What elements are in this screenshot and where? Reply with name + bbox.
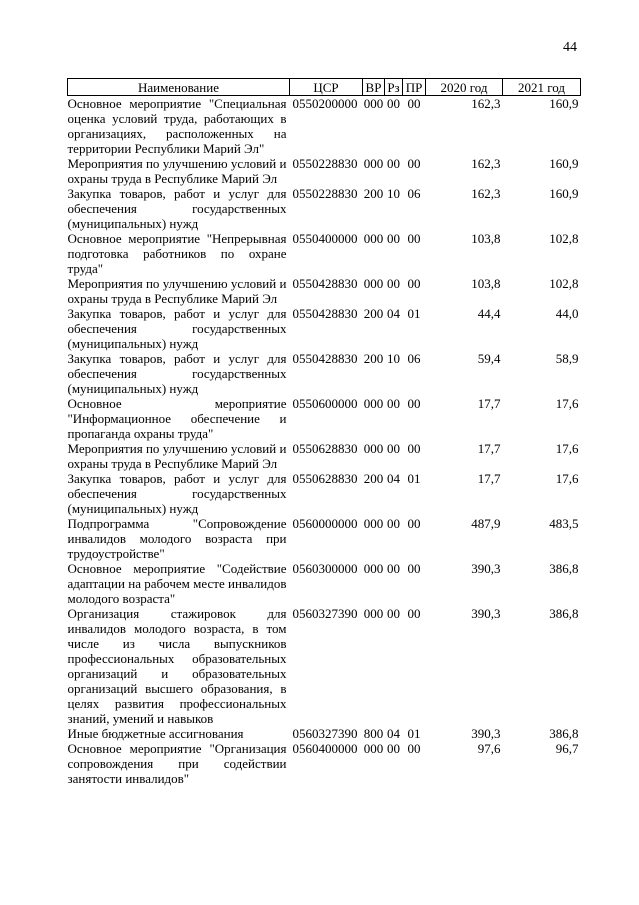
row-rz: 00 — [387, 606, 400, 621]
table-row — [68, 471, 581, 516]
row-rz: 00 — [387, 396, 400, 411]
header-name: Наименование — [68, 79, 290, 96]
table-body — [68, 96, 581, 787]
row-amount-2021: 386,8 — [549, 561, 579, 576]
row-amount-2021: 58,9 — [555, 351, 579, 366]
row-csr: 0550400000 — [292, 231, 358, 246]
row-pr: 06 — [407, 351, 421, 366]
row-amount-2020: 390,3 — [471, 606, 501, 621]
row-rz: 00 — [387, 276, 400, 291]
row-amount-2020: 17,7 — [477, 396, 501, 411]
row-pr: 00 — [407, 96, 421, 111]
row-amount-2021: 160,9 — [549, 156, 579, 171]
table-row — [68, 276, 581, 306]
row-vr: 000 — [363, 606, 384, 621]
row-name: Основное мероприятие "Информационное обеспечение и пропаганда охраны труда" — [67, 396, 287, 441]
row-vr: 000 — [363, 516, 384, 531]
row-rz: 00 — [387, 231, 400, 246]
row-amount-2020: 17,7 — [477, 471, 501, 486]
row-vr: 800 — [363, 726, 384, 741]
row-amount-2021: 17,6 — [555, 441, 579, 456]
row-amount-2020: 103,8 — [471, 231, 501, 246]
row-rz: 00 — [387, 156, 400, 171]
table-row — [68, 441, 581, 471]
table-row — [68, 96, 581, 157]
row-name: Мероприятия по улучшению условий и охраны труда в Республике Марий Эл — [67, 156, 287, 186]
table-row — [68, 396, 581, 441]
row-vr: 200 — [363, 471, 384, 486]
row-csr: 0550228830 — [292, 186, 358, 201]
row-rz: 00 — [387, 561, 400, 576]
header-2021: 2021 год — [503, 79, 581, 96]
row-amount-2020: 44,4 — [477, 306, 501, 321]
row-amount-2021: 96,7 — [555, 741, 579, 756]
row-pr: 00 — [407, 231, 421, 246]
row-amount-2020: 103,8 — [471, 276, 501, 291]
row-pr: 00 — [407, 516, 421, 531]
row-vr: 000 — [363, 741, 384, 756]
row-rz: 00 — [387, 741, 400, 756]
row-vr: 000 — [363, 156, 384, 171]
row-csr: 0560327390 — [292, 726, 358, 741]
row-pr: 00 — [407, 156, 421, 171]
row-csr: 0550200000 — [292, 96, 358, 111]
row-name: Закупка товаров, работ и услуг для обеспечения государственных (муниципальных) нужд — [67, 186, 287, 231]
header-pr: ПР — [403, 79, 426, 96]
row-amount-2020: 162,3 — [471, 156, 501, 171]
row-pr: 01 — [407, 306, 421, 321]
row-csr: 0550628830 — [292, 471, 358, 486]
row-amount-2021: 386,8 — [549, 606, 579, 621]
row-amount-2021: 17,6 — [555, 396, 579, 411]
row-amount-2020: 390,3 — [471, 561, 501, 576]
header-csr: ЦСР — [290, 79, 363, 96]
row-rz: 00 — [387, 516, 400, 531]
row-csr: 0560000000 — [292, 516, 358, 531]
row-amount-2020: 59,4 — [477, 351, 501, 366]
row-name: Основное мероприятие "Специальная оценка условий труда, работающих в организациях, расположенных на территории Республики Марий Эл" — [67, 96, 287, 156]
table-row — [68, 351, 581, 396]
table-row — [68, 516, 581, 561]
row-vr: 200 — [363, 306, 384, 321]
row-pr: 00 — [407, 561, 421, 576]
row-name: Иные бюджетные ассигнования — [67, 726, 244, 741]
header-rz: Рз — [385, 79, 403, 96]
row-csr: 0560327390 — [292, 606, 358, 621]
row-vr: 000 — [363, 561, 384, 576]
row-amount-2021: 386,8 — [549, 726, 579, 741]
row-name: Основное мероприятие "Организация сопровождения при содействии занятости инвалидов" — [67, 741, 287, 786]
row-rz: 00 — [387, 441, 400, 456]
row-name: Подпрограмма "Сопровождение инвалидов молодого возраста при трудоустройстве" — [67, 516, 287, 561]
row-amount-2020: 97,6 — [477, 741, 501, 756]
row-pr: 00 — [407, 441, 421, 456]
row-name: Основное мероприятие "Непрерывная подготовка работников по охране труда" — [67, 231, 287, 276]
header-vr: ВР — [363, 79, 385, 96]
row-pr: 00 — [407, 396, 421, 411]
row-amount-2020: 487,9 — [471, 516, 501, 531]
row-amount-2021: 160,9 — [549, 96, 579, 111]
row-amount-2020: 162,3 — [471, 186, 501, 201]
row-rz: 00 — [387, 96, 400, 111]
table-row — [68, 726, 581, 741]
table-row — [68, 306, 581, 351]
row-rz: 04 — [387, 471, 400, 486]
row-name: Мероприятия по улучшению условий и охраны труда в Республике Марий Эл — [67, 441, 287, 471]
row-csr: 0560400000 — [292, 741, 358, 756]
row-vr: 000 — [363, 276, 384, 291]
row-amount-2021: 102,8 — [549, 231, 579, 246]
row-amount-2021: 102,8 — [549, 276, 579, 291]
row-name: Закупка товаров, работ и услуг для обеспечения государственных (муниципальных) нужд — [67, 351, 287, 396]
row-csr: 0550428830 — [292, 351, 358, 366]
row-pr: 01 — [407, 471, 421, 486]
table-row — [68, 186, 581, 231]
row-amount-2020: 162,3 — [471, 96, 501, 111]
row-pr: 01 — [407, 726, 421, 741]
budget-table — [67, 78, 581, 786]
row-csr: 0550600000 — [292, 396, 358, 411]
table-row — [68, 156, 581, 186]
row-amount-2020: 390,3 — [471, 726, 501, 741]
row-vr: 000 — [363, 396, 384, 411]
table-row — [68, 231, 581, 276]
row-amount-2021: 483,5 — [549, 516, 579, 531]
row-vr: 200 — [363, 186, 384, 201]
row-rz: 04 — [387, 726, 400, 741]
row-vr: 000 — [363, 231, 384, 246]
table-row — [68, 561, 581, 606]
row-pr: 00 — [407, 276, 421, 291]
row-csr: 0550428830 — [292, 276, 358, 291]
row-name: Мероприятия по улучшению условий и охраны труда в Республике Марий Эл — [67, 276, 287, 306]
row-csr: 0550228830 — [292, 156, 358, 171]
row-csr: 0550628830 — [292, 441, 358, 456]
row-vr: 000 — [363, 441, 384, 456]
row-name: Основное мероприятие "Содействие адаптации на рабочем месте инвалидов молодого возраста" — [67, 561, 287, 606]
table-row — [68, 606, 581, 726]
row-csr: 0550428830 — [292, 306, 358, 321]
row-csr: 0560300000 — [292, 561, 358, 576]
row-amount-2021: 17,6 — [555, 471, 579, 486]
row-pr: 00 — [407, 606, 421, 621]
row-rz: 10 — [387, 186, 400, 201]
row-name: Закупка товаров, работ и услуг для обеспечения государственных (муниципальных) нужд — [67, 306, 287, 351]
row-amount-2021: 44,0 — [555, 306, 579, 321]
row-rz: 10 — [387, 351, 400, 366]
page-number: 44 — [563, 40, 577, 55]
table-row — [68, 741, 581, 786]
row-amount-2020: 17,7 — [477, 441, 501, 456]
row-pr: 06 — [407, 186, 421, 201]
row-rz: 04 — [387, 306, 400, 321]
row-pr: 00 — [407, 741, 421, 756]
row-amount-2021: 160,9 — [549, 186, 579, 201]
row-vr: 200 — [363, 351, 384, 366]
row-name: Закупка товаров, работ и услуг для обеспечения государственных (муниципальных) нужд — [67, 471, 287, 516]
header-2020: 2020 год — [426, 79, 503, 96]
row-vr: 000 — [363, 96, 384, 111]
table-header-row — [68, 79, 581, 96]
row-name: Организация стажировок для инвалидов молодого возраста, в том числе из числа выпускников профессиональных образовательных организаций и образовательных организаций высшего образования, в целях развития профессиональных знаний, умений и навыков — [67, 606, 287, 726]
